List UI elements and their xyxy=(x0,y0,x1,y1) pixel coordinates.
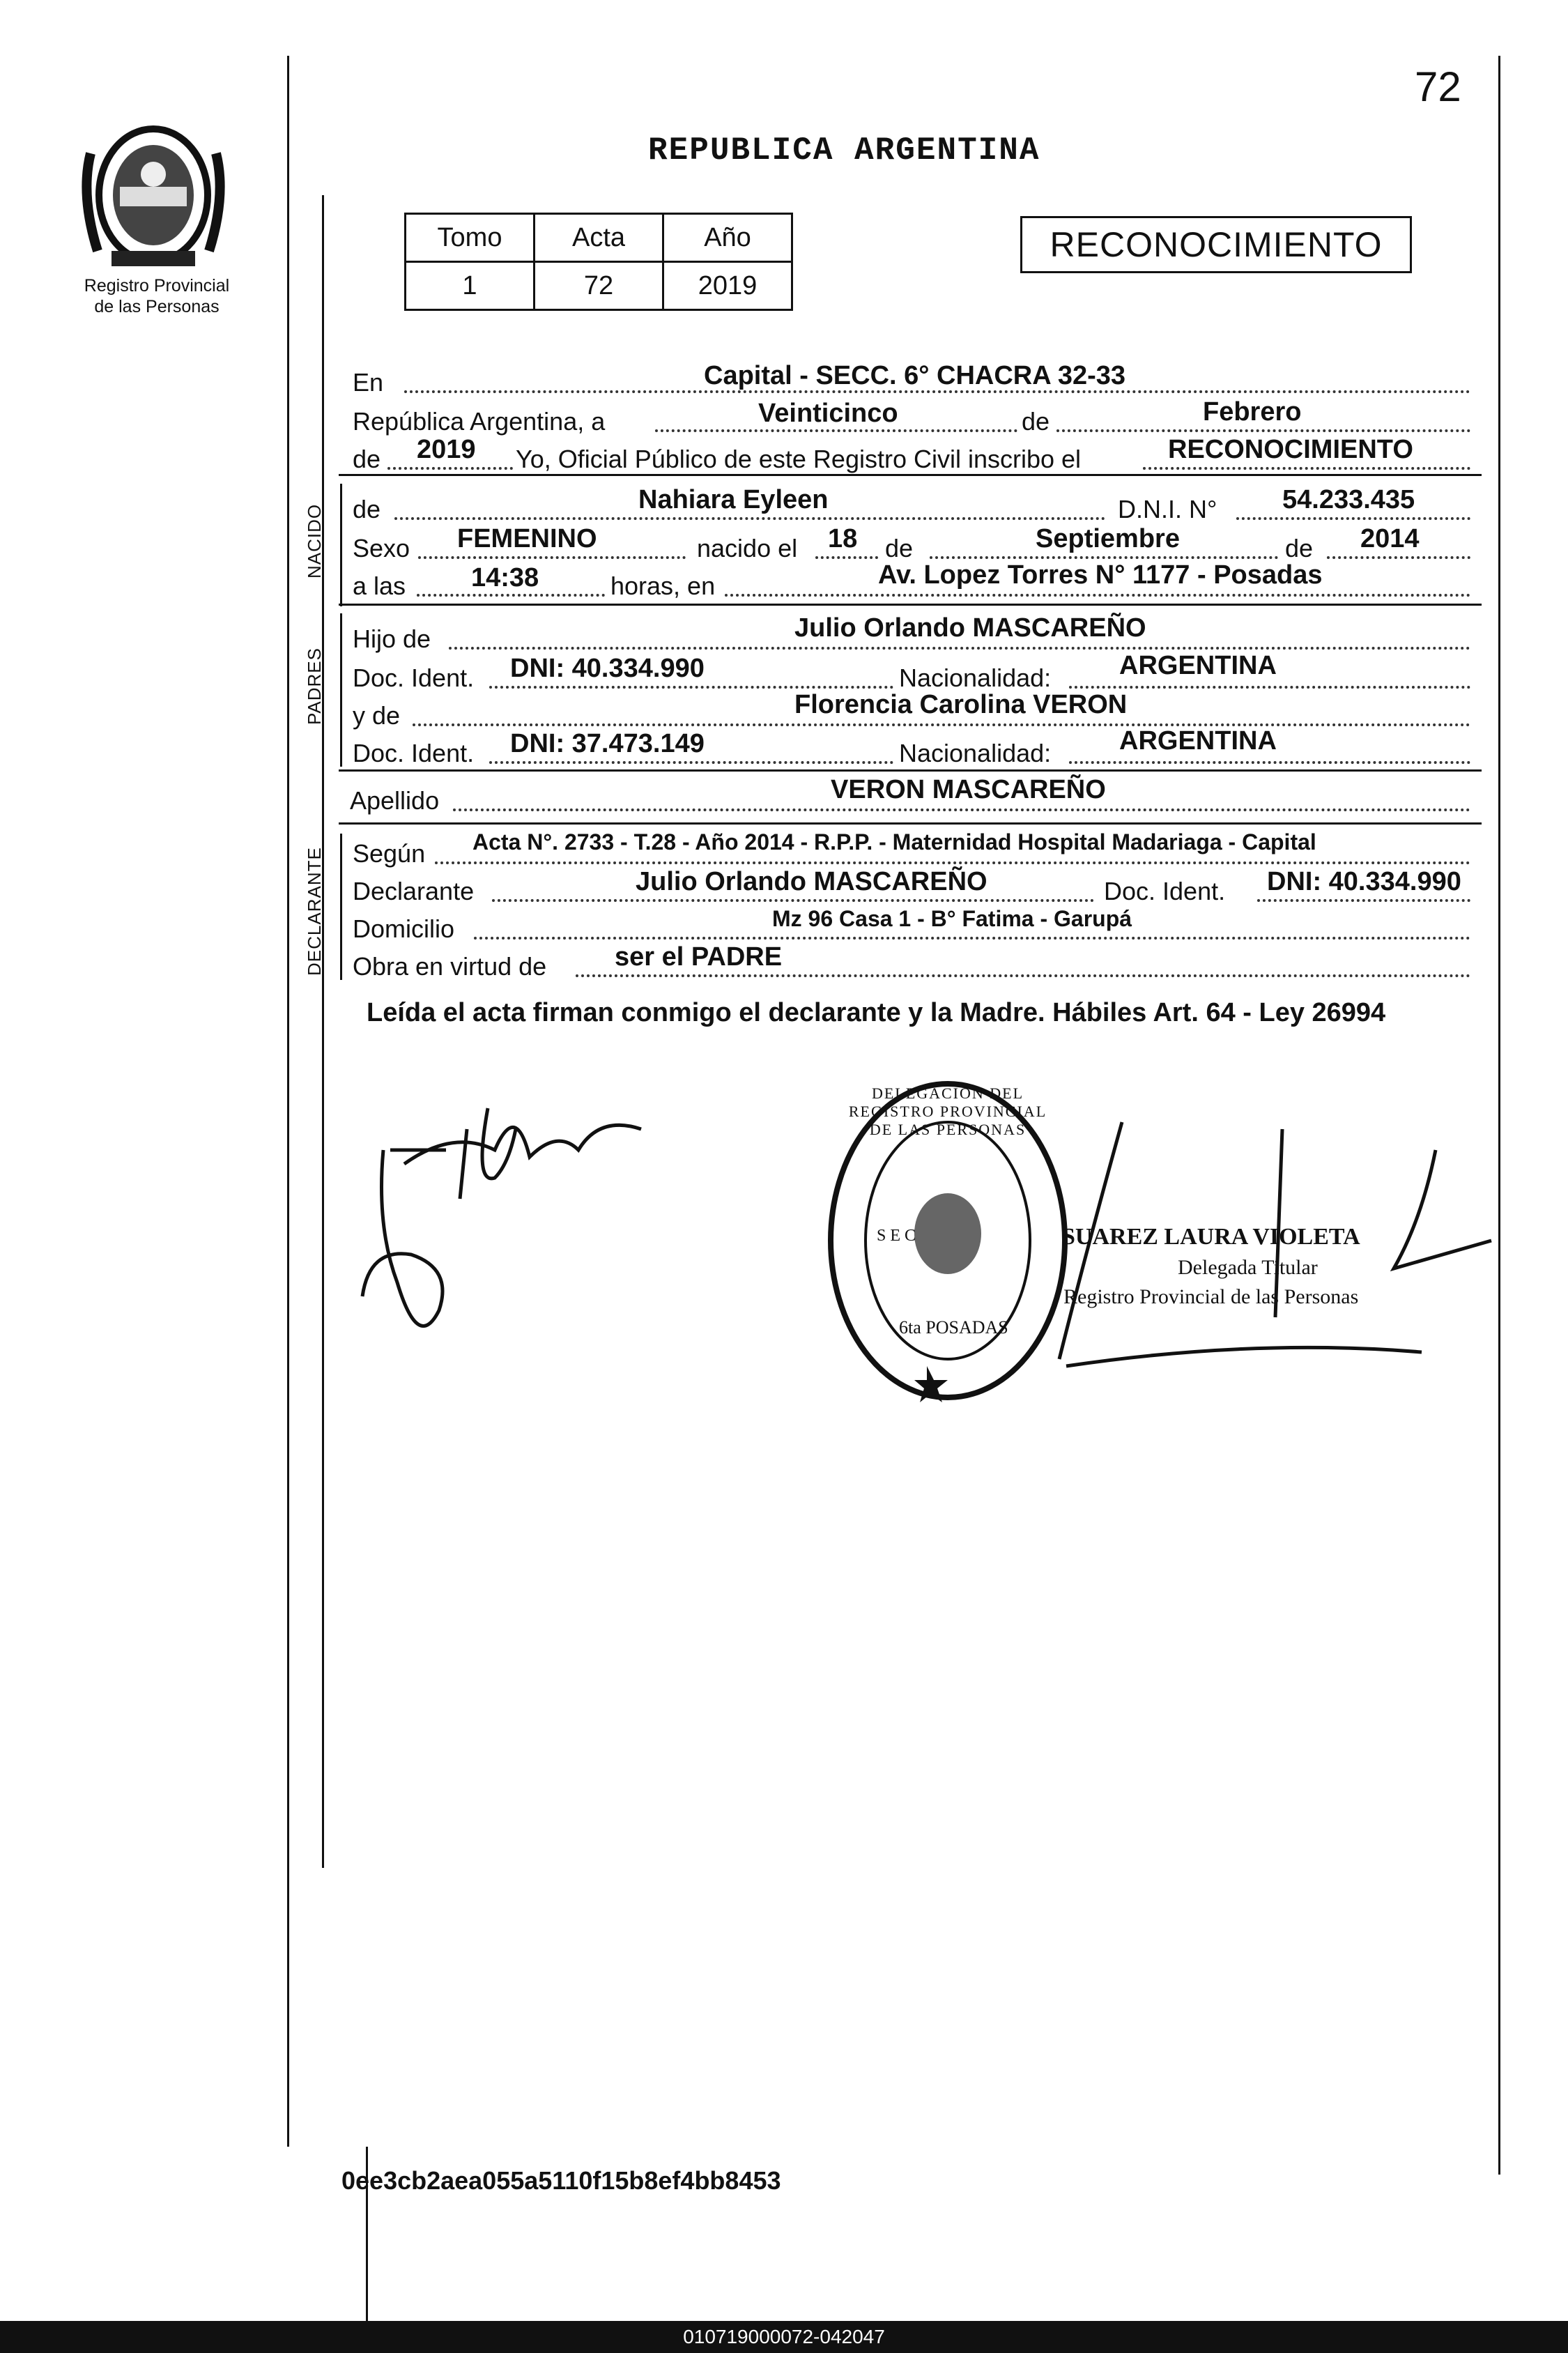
acto-value: RECONOCIMIENTO xyxy=(1168,435,1413,464)
segun-label: Según xyxy=(353,839,426,868)
madre-doc-value: DNI: 37.473.149 xyxy=(510,729,705,758)
official-role: Delegada Titular xyxy=(1178,1256,1318,1279)
domicilio-label: Domicilio xyxy=(353,914,455,943)
apellido-dots xyxy=(453,808,1470,811)
sexo-value: FEMENINO xyxy=(457,524,597,553)
domicilio-value: Mz 96 Casa 1 - B° Fatima - Garupá xyxy=(772,906,1132,931)
obra-dots xyxy=(576,974,1470,977)
dni-label: D.N.I. N° xyxy=(1118,495,1217,523)
closing-note: Leída el acta firman conmigo el declarante y la Madre. Hábiles Art. 64 - Ley 26994 xyxy=(367,998,1386,1027)
mes-dots xyxy=(1056,429,1470,432)
nacido-lugar-dots xyxy=(725,594,1470,597)
anio-value: 2019 xyxy=(417,435,476,464)
left-margin-line-inner xyxy=(322,195,324,1868)
page-number: 72 xyxy=(1415,63,1461,110)
republica-label: República Argentina, a xyxy=(353,407,606,436)
padre-doc-dots xyxy=(489,686,893,689)
registry-label xyxy=(73,275,240,317)
dia-value: Veinticinco xyxy=(758,399,898,428)
seal-side-letters: S E C xyxy=(877,1227,916,1245)
acto-dots xyxy=(1143,467,1470,470)
document-type-box: RECONOCIMIENTO xyxy=(1020,216,1412,273)
seal-outer-text: DELEGACION DEL REGISTRO PROVINCIAL DE LAS PERSONAS xyxy=(848,1084,1047,1138)
acta-header-anio: Año xyxy=(663,214,792,262)
mes-value: Febrero xyxy=(1203,397,1302,427)
madre-nac-dots xyxy=(1069,761,1470,764)
right-margin-line xyxy=(1498,56,1500,2175)
hora-dots xyxy=(417,594,605,597)
declarante-signature xyxy=(348,1045,683,1380)
barcode-strip: 010719000072-042047 xyxy=(0,2321,1568,2353)
en-label: En xyxy=(353,368,384,397)
padre-doc-value: DNI: 40.334.990 xyxy=(510,654,705,683)
registry-label-line1: Registro Provincial xyxy=(84,276,230,296)
declarante-bracket xyxy=(340,834,342,980)
seal-inner-text: 6ta POSADAS xyxy=(899,1317,1008,1338)
obra-label: Obra en virtud de xyxy=(353,952,547,981)
declarante-label: Declarante xyxy=(353,877,475,905)
nacido-de-label-2: de xyxy=(885,534,914,562)
hora-value: 14:38 xyxy=(471,563,539,592)
segun-dots xyxy=(435,861,1470,864)
declarante-doc-value: DNI: 40.334.990 xyxy=(1267,867,1461,896)
madre-doc-label: Doc. Ident. xyxy=(353,739,475,767)
apellido-value: VERON MASCAREÑO xyxy=(831,775,1106,804)
section-divider-2 xyxy=(339,604,1482,606)
horas-en-label: horas, en xyxy=(610,572,716,600)
padre-doc-label: Doc. Ident. xyxy=(353,664,475,692)
madre-value: Florencia Carolina VERON xyxy=(794,690,1128,719)
nacido-lugar-value: Av. Lopez Torres N° 1177 - Posadas xyxy=(878,560,1323,590)
declarante-value: Julio Orlando MASCAREÑO xyxy=(636,867,987,896)
nacido-dia-value: 18 xyxy=(828,524,858,553)
declarante-doc-dots xyxy=(1257,899,1470,902)
declarante-doc-label: Doc. Ident. xyxy=(1104,877,1226,905)
nacido-anio-dots xyxy=(1327,556,1470,559)
dni-dots xyxy=(1236,517,1470,520)
declarante-dots xyxy=(492,899,1094,902)
acta-value-tomo: 1 xyxy=(406,262,535,310)
madre-nac-label: Nacionalidad: xyxy=(899,739,1052,767)
nacido-el-label: nacido el xyxy=(697,534,798,562)
nacido-de-label-3: de xyxy=(1285,534,1314,562)
domicilio-dots xyxy=(474,937,1470,940)
nacido-side-label: NACIDO xyxy=(304,503,325,578)
padre-dots xyxy=(449,647,1470,650)
acta-header-acta: Acta xyxy=(535,214,663,262)
nacido-anio-value: 2014 xyxy=(1360,524,1420,553)
y-de-label: y de xyxy=(353,701,401,730)
nombre-value: Nahiara Eyleen xyxy=(638,485,829,514)
official-seal xyxy=(822,1073,1073,1408)
document-title: REPUBLICA ARGENTINA xyxy=(648,132,1040,169)
acta-header-tomo: Tomo xyxy=(406,214,535,262)
official-institution: Registro Provincial de las Personas xyxy=(1063,1285,1359,1308)
segun-value: Acta N°. 2733 - T.28 - Año 2014 - R.P.P. - Maternidad Hospital Madariaga - Capital xyxy=(472,829,1316,854)
padre-nac-value: ARGENTINA xyxy=(1119,651,1277,680)
declarante-side-label: DECLARANTE xyxy=(304,847,325,976)
a-las-label: a las xyxy=(353,572,406,600)
obra-value: ser el PADRE xyxy=(615,942,783,972)
section-divider-1 xyxy=(339,474,1482,476)
nacido-dia-dots xyxy=(815,556,878,559)
document-hash: 0ee3cb2aea055a5110f15b8ef4bb8453 xyxy=(341,2166,781,2195)
nacido-de-label: de xyxy=(353,495,381,523)
padre-nac-dots xyxy=(1069,686,1470,689)
nacido-mes-value: Septiembre xyxy=(1036,524,1180,553)
acta-value-anio: 2019 xyxy=(663,262,792,310)
hijo-de-label: Hijo de xyxy=(353,624,431,653)
padres-side-label: PADRES xyxy=(304,647,325,725)
padre-value: Julio Orlando MASCAREÑO xyxy=(794,613,1146,643)
left-margin-line-outer xyxy=(287,56,289,2147)
de-label-2: de xyxy=(353,445,381,473)
madre-nac-value: ARGENTINA xyxy=(1119,726,1277,756)
official-signature xyxy=(1045,1108,1498,1401)
padre-nac-label: Nacionalidad: xyxy=(899,664,1052,692)
dni-value: 54.233.435 xyxy=(1282,485,1415,514)
province-emblem xyxy=(77,112,230,272)
nombre-dots xyxy=(394,517,1105,520)
registry-label-line2: de las Personas xyxy=(94,297,220,316)
nacido-mes-dots xyxy=(930,556,1278,559)
sexo-label: Sexo xyxy=(353,534,410,562)
sexo-dots xyxy=(418,556,686,559)
yo-text: Yo, Oficial Público de este Registro Civil inscribo el xyxy=(516,445,1082,473)
apellido-label: Apellido xyxy=(350,786,440,815)
madre-doc-dots xyxy=(489,761,893,764)
anio-dots xyxy=(387,467,513,470)
section-divider-4 xyxy=(339,822,1482,825)
madre-dots xyxy=(413,723,1470,726)
dia-dots xyxy=(655,429,1017,432)
de-label-1: de xyxy=(1022,407,1050,436)
section-divider-3 xyxy=(339,769,1482,772)
acta-table xyxy=(404,213,793,311)
acta-value-acta: 72 xyxy=(535,262,663,310)
nacido-bracket xyxy=(340,484,342,606)
official-name: SUAREZ LAURA VIOLETA xyxy=(1062,1224,1360,1250)
lugar-value: Capital - SECC. 6° CHACRA 32-33 xyxy=(704,361,1126,390)
padres-bracket xyxy=(340,613,342,767)
